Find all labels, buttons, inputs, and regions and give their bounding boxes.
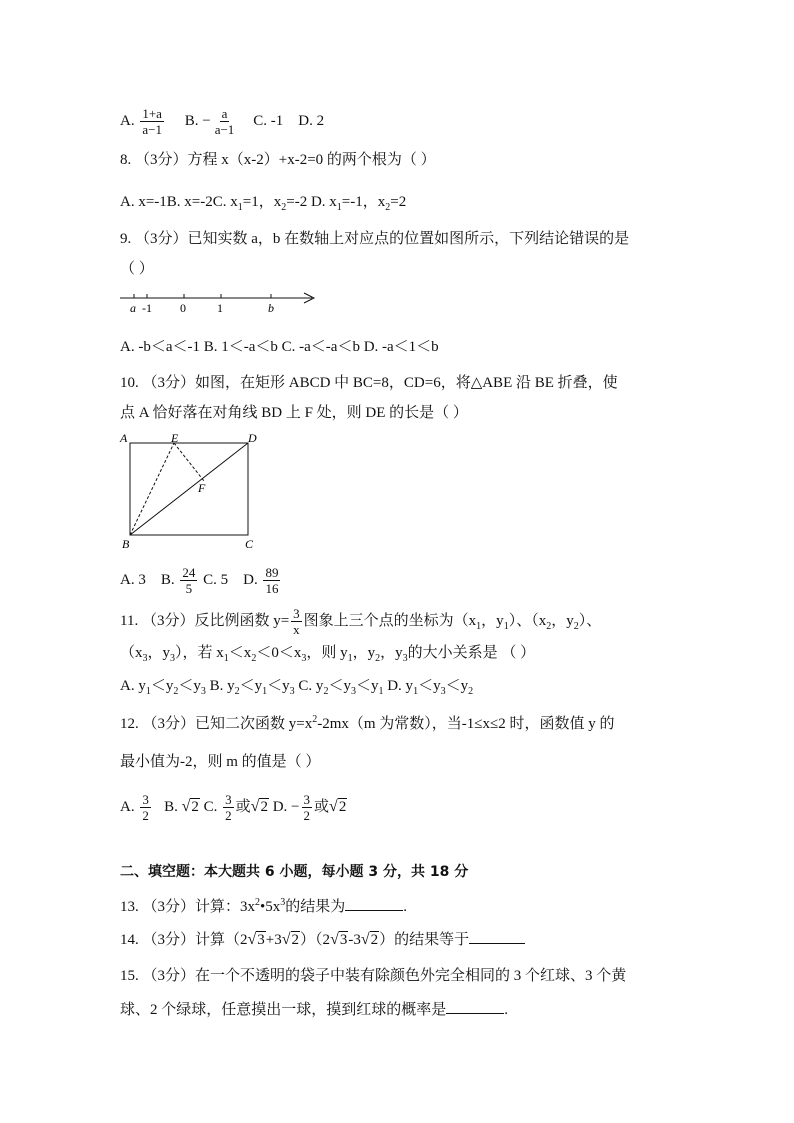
q12-sqrt-d: √2	[329, 797, 347, 815]
q12-stem: 12. （3分）已知二次函数 $y=x^2-2mx(m$ 为常数），当-1≤x≤2 时，函数值 y 的	[120, 714, 615, 732]
fig-label-c: C	[245, 537, 254, 551]
q10-option-a: A. 3	[120, 571, 146, 588]
q12-sqrt-b: √2	[181, 797, 199, 815]
q11-frac: $\frac{3}{x}$	[293, 606, 300, 637]
section-title: 二、填空题：本大题共 6 小题，每小题 3 分，共 18 分	[120, 864, 469, 880]
q9-options: A. -b＜a＜-1 B. 1＜-a＜b C. -a＜-a＜b D. -a＜1＜b	[120, 339, 439, 355]
fig-label-b: B	[122, 537, 130, 551]
q10-options	[120, 565, 282, 596]
axis-a-label: a	[130, 301, 136, 315]
q14: 14. （3分）计算（2√3+3√2）（2√3-3√2）的结果等于	[120, 929, 525, 950]
q10-stem-2: 点 A 恰好落在对角线 BD 上 F 处，则 DE 的长是（ ）	[120, 405, 468, 421]
q10-stem: 10. （3分）如图，在矩形 ABCD 中 BC=8，CD=6，将△ABE 沿 BE 折叠，使	[120, 375, 618, 391]
q7-option-d: D. 2	[298, 112, 325, 129]
axis-zero-label: 0	[180, 301, 186, 315]
q7-frac-b: $\frac{a}{a-1}$	[214, 106, 235, 137]
axis-minus-one-label: -1	[142, 301, 152, 315]
q15-answer-blank[interactable]	[446, 999, 504, 1014]
q12-option-b: B.	[164, 798, 178, 815]
fig-label-a: A	[120, 431, 128, 445]
q10-option-d: D.	[243, 571, 258, 588]
q8-stem: 8. （3分）方程 x（x-2）+x-2=0 的两个根为（ ）	[120, 152, 436, 168]
q15-stem: 15. （3分）在一个不透明的袋子中装有除颜色外完全相同的 3 个红球、3 个黄	[120, 968, 627, 984]
q13: 13. （3分）计算：$3x^2•5x^3$的结果为 .	[120, 897, 408, 915]
q9-number-line	[118, 288, 318, 320]
q8-options: A. x=-1B. x=-2C. $x_1=1$，$x_2=-2$ D. $x_1=-1$，$x_2=2$	[120, 194, 407, 213]
q15-stem-2: 球、2 个绿球，任意摸出一球，摸到红球的概率是 .	[120, 999, 508, 1020]
q7-options	[120, 106, 324, 137]
q10-rectangle-figure	[118, 430, 268, 552]
q10-frac-d: $\frac{89}{16}$	[265, 565, 279, 596]
q7-option-a: A.	[120, 112, 135, 129]
q12-frac-a: $\frac{3}{2}$	[142, 792, 149, 823]
q12-option-c: C.	[203, 798, 218, 815]
q12-option-a: A.	[120, 798, 135, 815]
axis-one-label: 1	[217, 301, 223, 315]
q13-answer-blank[interactable]	[345, 896, 403, 911]
q12-frac-d: $\frac{3}{2}$	[303, 792, 311, 823]
q11-stem-2: （$x_3$，$y_3$），若 $x_1<x_2<0<x_3$，则 $y_1$，$y_2$，$y_3$的大小关系是 （ ）	[120, 645, 536, 664]
q12-options: A. $\frac{3}{2}$ B. √2 C. $\frac{3}{2}$ 或√2 D. − $\frac{3}{2}$ 或√2	[120, 792, 347, 823]
q10-option-c: C. 5	[203, 571, 229, 588]
axis-b-label: b	[268, 301, 274, 315]
q14-answer-blank[interactable]	[469, 929, 525, 944]
fig-label-f: F	[198, 481, 206, 495]
q10-option-b: B.	[160, 571, 175, 588]
q9-stem: 9. （3分）已知实数 a，b 在数轴上对应点的位置如图所示，下列结论错误的是	[120, 231, 630, 247]
q10-frac-b: $\frac{24}{5}$	[182, 565, 196, 596]
q9-stem-2: （ ）	[120, 261, 154, 277]
fig-label-d: D	[248, 431, 257, 445]
q7-option-c: C. -1	[253, 112, 284, 129]
q12-frac-c: $\frac{3}{2}$	[225, 792, 232, 823]
q11-options: A. $y_1<y_2<y_3$ B. $y_2<y_1<y_3$ C. $y_2<y_3<y_1$ D. $y_1<y_3<y_2$	[120, 678, 474, 697]
q7-neg-b: −	[202, 112, 211, 129]
q12-stem-2: 最小值为-2，则 m 的值是（ ）	[120, 754, 321, 770]
q7-frac-a: $\frac{1+a}{a-1}$	[142, 106, 162, 137]
q11-stem: 11. （3分）反比例函数 y= $\frac{3}{x}$ 图象上三个点的坐标为（$x_1$，$y_1$）、（$x_2$，$y_2$）、	[120, 606, 602, 637]
fig-label-e: E	[171, 431, 179, 445]
q12-option-d: D.	[272, 798, 288, 815]
q7-option-b: B.	[184, 112, 199, 129]
q12-sqrt-c: √2	[250, 797, 268, 815]
